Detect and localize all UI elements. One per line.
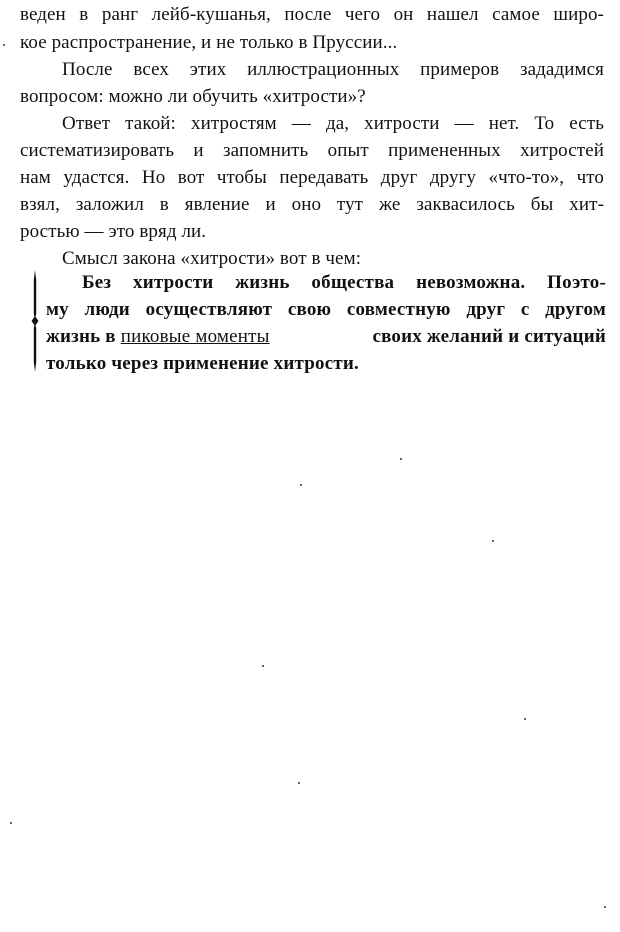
scan-speck: [298, 782, 300, 784]
text-line: систематизировать и запомнить опыт примененных хитростей: [20, 140, 604, 161]
text-line: нам удастся. Но вот чтобы передавать друг другу «что-то», что: [20, 167, 604, 188]
text-line: Смысл закона «хитрости» вот в чем:: [62, 248, 362, 269]
underlined-phrase: пиковые моменты: [120, 326, 270, 347]
law-line: му люди осуществляют свою совместную друг с другом: [46, 299, 606, 320]
text-line: вопросом: можно ли обучить «хитрости»?: [20, 86, 366, 107]
text-line: веден в ранг лейб-кушанья, после чего он нашел самое широ-: [20, 4, 604, 25]
law-line: Без хитрости жизнь общества невозможна. Поэто-: [82, 272, 606, 293]
scan-speck: [492, 540, 494, 542]
scan-speck: [10, 822, 12, 824]
scan-speck: [400, 458, 402, 460]
text-line: кое распространение, и не только в Пруссии...: [20, 32, 398, 53]
law-text: своих желаний и ситуаций: [367, 326, 606, 347]
scan-speck: [524, 718, 526, 720]
text-line: Ответ такой: хитростям — да, хитрости — нет. То есть: [62, 113, 604, 134]
scan-speck: [300, 484, 302, 486]
text-line: ростью — это вряд ли.: [20, 221, 207, 242]
text-line: взял, заложил в явление и оно тут же заквасилось бы хит-: [20, 194, 604, 215]
law-text: жизнь в пиковые моменты: [46, 326, 270, 347]
text-line: После всех этих иллюстрационных примеров зададимся: [62, 59, 604, 80]
scan-speck: [262, 665, 264, 667]
vertical-rule-diamond-icon: [31, 270, 39, 372]
law-line: [46, 326, 606, 348]
law-line: только через применение хитрости.: [46, 353, 359, 374]
scan-speck: [3, 44, 5, 46]
scan-speck: [604, 906, 606, 908]
